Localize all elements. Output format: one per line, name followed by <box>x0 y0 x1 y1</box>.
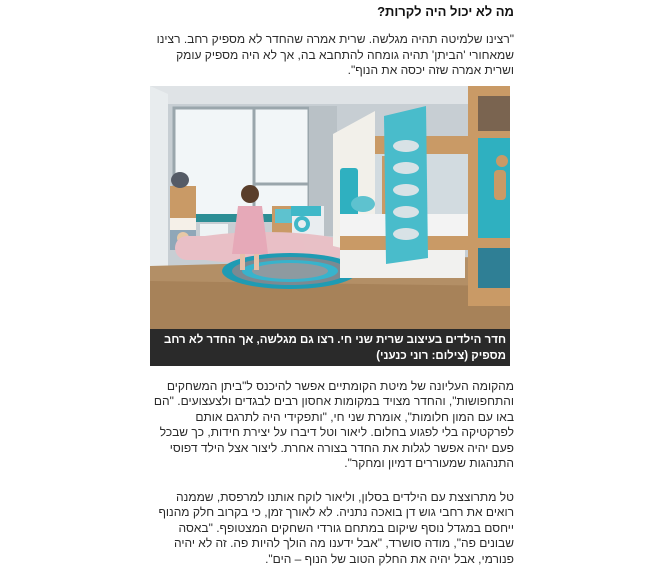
article-body <box>150 0 514 567</box>
paragraph-quote: "רצינו שלמיטה תהיה מגלשה. שרית אמרה שהחדר לא מספיק רחב. רצינו שמאחורי 'הביתן' תהיה גומחה להתחבא בה, אך לא היה מספיק עומק ושרית אמרה שזה יכסה את הנוף". <box>156 32 514 77</box>
paragraph-playhouse: מהקומה העליונה של מיטת הקומתיים אפשר להיכנס ל"ביתן המשחקים והתחפושות", והחדר מצויד במקומות אחסון רבים לבגדים ולצעצועים. "הם באו עם המון חלומות", אומרת שני חי, "ותפקידי היה לתרגם אותם לפרקטיקה בלי לפגוע בחלום. ליאור וטל דיברו על יצירת חידות, כך שבכל פעם יהיה אפשר לגלות את החדר בצורה אחרת. ליצור אצל הילד דפוסי התנהגות שמעוררים דמיון ומחקר". <box>153 378 514 470</box>
paragraph-balcony: טל מתרוצצת עם הילדים בסלון, וליאור לוקח אותנו למרפסת, שממנה רואים את רחבי גוש דן בואכה נתניה. לא לאורך זמן, כי בקרוב חלק מהנוף ייחסם במגדל נוסף שיקום במתחם גורדי השחקים המצטופף. "באסה שבונים פה", מודה סושרד, "אבל ידענו מה הולך להיות פה. זה לא יהיה פנורמי, אבל יהיה את החלק הטוב של הנוף – הים". <box>158 489 514 566</box>
article-figure <box>150 86 510 366</box>
kids-room-photo[interactable] <box>150 86 510 329</box>
photo-illustration <box>150 86 510 329</box>
section-heading: מה לא יכול היה לקרות? <box>377 4 514 19</box>
photo-caption: חדר הילדים בעיצוב שרית שני חי. רצו גם מגלשה, אך החדר לא רחב מספיק (צילום: רוני כנעני) <box>150 329 510 366</box>
